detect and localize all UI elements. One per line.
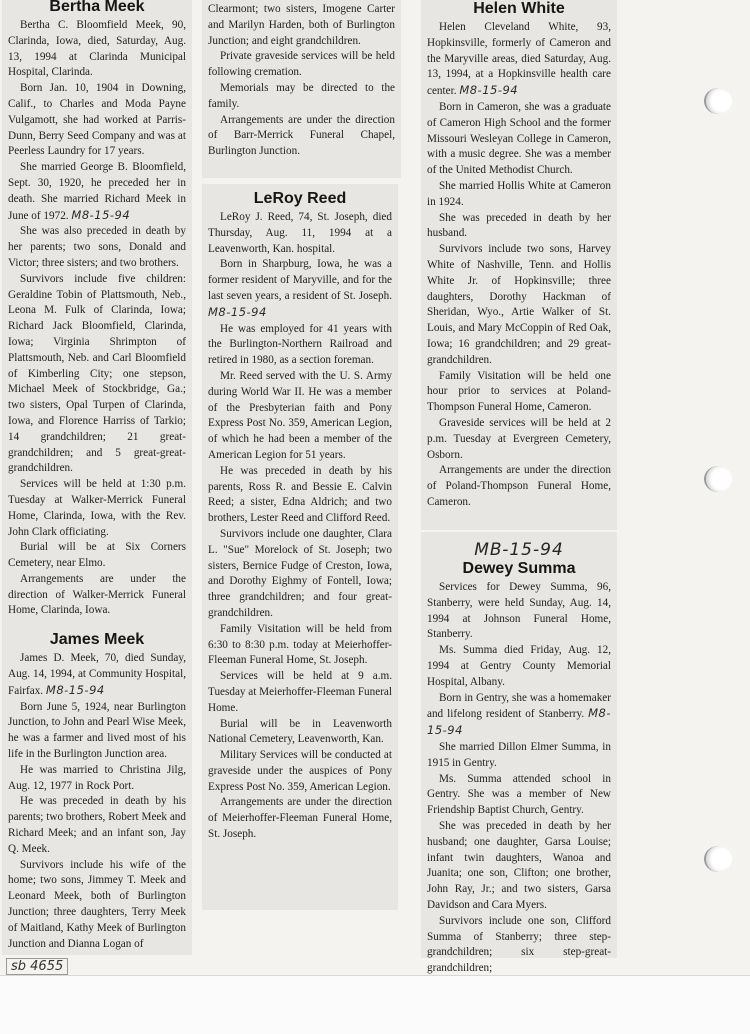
paragraph: Family Visitation will be held one hour prior to services at Poland-Thompson Funeral Home, Cameron. <box>427 369 611 414</box>
paragraph: Burial will be at Six Corners Cemetery, near Elmo. <box>8 541 186 570</box>
paragraph: Born Jan. 10, 1904 in Downing, Calif., to Charles and Moda Payne Vulgamott, she had worked at Parris-Dunn, Berry Seed Company and was at Peerless Laundry for 17 years. <box>8 82 186 158</box>
paragraph: Born in Cameron, she was a graduate of Cameron High School and the former Missouri Wesleyan College in Cameron, with a music degree. She was a member of the United Methodist Church. <box>427 100 611 177</box>
paragraph: Arrangements are under the direction of Walker-Merrick Funeral Home, Clarinda, Iowa. <box>8 572 186 617</box>
paragraph: Survivors include one daughter, Clara L. "Sue" Morelock of St. Joseph; two sisters, Bernice Fudge of Creston, Iowa, and Dorothy Eighmy of Fontell, Iowa; three grandchildren; and four great-grandchildren. <box>208 527 392 619</box>
paragraph: Arrangements are under the direction of Barr-Merrick Funeral Chapel, Burlington Junction. <box>208 113 395 158</box>
scrapbook-label: sb 4655 <box>6 958 68 975</box>
paragraph: Memorials may be directed to the family. <box>208 81 395 110</box>
paragraph: Ms. Summa attended school in Gentry. She was a member of New Friendship Baptist Church, Gentry. <box>427 772 611 817</box>
paragraph: He was preceded in death by his parents, Ross R. and Bessie E. Calvin Reed; a sister, Edna Aldrich; and two brothers, Lester Reed and Clifford Reed. <box>208 464 392 525</box>
paragraph: Graveside services will be held at 2 p.m. Tuesday at Evergreen Cemetery, Osborn. <box>427 416 611 461</box>
paragraph: She married George B. Bloomfield, Sept. 30, 1920, he preceded her in death. She married Richard Meek in June of 1972. M8-15-94 <box>8 161 186 222</box>
obituary-title-dewey-summa: Dewey Summa <box>462 560 576 577</box>
paragraph: She married Dillon Elmer Summa, in 1915 in Gentry. <box>427 740 611 769</box>
handwritten-date: M8-15-94 <box>71 207 131 222</box>
binder-hole <box>704 88 732 114</box>
handwritten-date: M8-15-94 <box>459 83 519 98</box>
paragraph: Born in Sharpburg, Iowa, he was a former resident of Maryville, and for the last seven years, a resident of St. Joseph. M8-15-94 <box>208 258 392 319</box>
paragraph: Arrangements are under the direction of Poland-Thompson Funeral Home, Cameron. <box>427 464 611 508</box>
handwritten-date-large: MB-15-94 <box>474 540 564 560</box>
paragraph: Arrangements are under the direction of Meierhoffer-Fleeman Funeral Home, St. Joseph. <box>208 796 392 841</box>
paragraph: She was preceded in death by her husband; one daughter, Garsa Louise; infant twin daughters, Wanoa and Juanita; one son, Clifton; one brother, John Ray, Jr.; and two sisters, Garsa Davidson and Cara Myers. <box>427 819 611 911</box>
paragraph: Born June 5, 1924, near Burlington Junction, to John and Pearl Wise Meek, he was a farmer and lived most of his life in the Burlington Junction area. <box>8 700 186 761</box>
obituary-column-2 <box>202 184 398 910</box>
binder-hole <box>704 846 732 872</box>
paragraph: Born in Gentry, she was a homemaker and lifelong resident of Stanberry. M8-15-94 <box>427 691 612 738</box>
paragraph: James D. Meek, 70, died Sunday, Aug. 14, 1994, at Community Hospital, Fairfax. M8-15-94 <box>8 652 186 697</box>
obituary-column-3 <box>421 0 617 530</box>
paragraph: Helen Cleveland White, 93, Hopkinsville, formerly of Cameron and the Maryville areas, died Saturday, Aug. 13, 1994, at a Hopkinsville health care center. M8-15-94 <box>427 21 611 98</box>
paragraph: Services for Dewey Summa, 96, Stanberry, were held Sunday, Aug. 14, 1994 at Johnson Funeral Home, Stanberry. <box>427 581 611 641</box>
page-margin <box>0 975 750 1034</box>
obituary-title-bertha-meek: Bertha Meek <box>49 0 145 15</box>
obituary-column-1 <box>2 0 192 955</box>
paragraph: She was also preceded in death by her parents; two sons, Donald and Victor; three sisters; and two brothers. <box>8 225 186 269</box>
paragraph: Survivors include his wife of the home; two sons, Jimmey T. Meek and Leonard Meek, both of Burlington Junction; three daughters, Terry Meek of Maitland, Kathy Meek of Burlington Junction and Dianna Logan of <box>8 858 186 950</box>
paragraph: Survivors include five children: Geraldine Tobin of Plattsmouth, Neb., Leona M. Fulk of Clarinda, Iowa; Richard Jack Bloomfield, Clarinda, Iowa; Virginia Shrimpton of Plattsmouth, Neb. and Carl Bloomfield of Kimberling City; one stepson, Michael Meek of Stockbridge, Ga.; two sisters, Opal Turpen of Clarinda, Iowa, and Florence Harriss of Tarkio; 14 grandchildren; 21 great-grandchildren; and 5 great-great-grandchildren. <box>8 272 186 475</box>
paragraph: Ms. Summa died Friday, Aug. 12, 1994 at Gentry County Memorial Hospital, Albany. <box>427 644 611 688</box>
paragraph: Survivors include two sons, Harvey White of Nashville, Tenn. and Hollis White Jr. of Hopkinsville; three daughters, Dorothy Hackman of Sheridan, Wyo., Artie Walker of St. Louis, and Mary McCoppin of Red Oak, Iowa; 16 grandchildren; and 29 great-grandchildren. <box>427 243 611 366</box>
paragraph: Mr. Reed served with the U. S. Army during World War II. He was a member of the Presbyterian faith and Pony Express Post No. 359, American Legion, of which he had been a member of the American Legion for 51 years. <box>208 369 392 461</box>
paragraph: Family Visitation will be held from 6:30 to 8:30 p.m. today at Meierhoffer-Fleeman Funeral Home, St. Joseph. <box>208 622 392 667</box>
paragraph: She married Hollis White at Cameron in 1924. <box>427 179 611 208</box>
paragraph: He was married to Christina Jilg, Aug. 12, 1977 in Rock Port. <box>8 763 186 792</box>
obituary-title-leroy-reed: LeRoy Reed <box>253 190 347 207</box>
paragraph: LeRoy J. Reed, 74, St. Joseph, died Thursday, Aug. 11, 1994 at a Leavenworth, Kan. hospital. <box>208 211 392 255</box>
paragraph: He was employed for 41 years with the Burlington-Northern Railroad and retired in 1980, as a section foreman. <box>208 322 392 367</box>
paragraph: Bertha C. Bloomfield Meek, 90, Clarinda, Iowa, died, Saturday, Aug. 13, 1994 at Clarinda Municipal Hospital, Clarinda. <box>8 19 186 79</box>
paragraph: Survivors include one son, Clifford Summa of Stanberry; three step-grandchildren; six step-great-grandchildren; <box>427 914 611 975</box>
handwritten-date: M8-15-94 <box>45 682 105 697</box>
paragraph: Services will be held at 1:30 p.m. Tuesday at Walker-Merrick Funeral Home, Clarinda, Iowa, with the Rev. John Clark officiating. <box>8 478 186 538</box>
obituary-column-4 <box>421 532 617 975</box>
paragraph: Private graveside services will be held following cremation. <box>208 50 395 79</box>
paragraph: Clearmont; two sisters, Imogene Carter and Marilyn Harden, both of Burlington Junction; and eight grandchildren. <box>208 3 395 47</box>
paragraph: Services will be held at 9 a.m. Tuesday at Meierhoffer-Fleeman Funeral Home. <box>208 670 393 714</box>
paragraph: He was preceded in death by his parents; two brothers, Robert Meek and Richard Meek; and an infant son, Jay Q. Meek. <box>8 795 186 855</box>
binder-hole <box>704 466 732 492</box>
handwritten-date: M8-15-94 <box>208 304 267 319</box>
paragraph: Burial will be in Leavenworth National Cemetery, Leavenworth, Kan. <box>208 717 392 746</box>
obituary-continuation <box>202 0 401 178</box>
paragraph: She was preceded in death by her husband. <box>427 211 611 240</box>
obituary-title-james-meek: James Meek <box>49 631 145 649</box>
obituary-title-helen-white: Helen White <box>473 0 565 17</box>
handwritten-date: M8-15-94 <box>427 706 612 738</box>
paragraph: Military Services will be conducted at graveside under the auspices of Pony Express Post No. 359, American Legion. <box>208 749 392 793</box>
